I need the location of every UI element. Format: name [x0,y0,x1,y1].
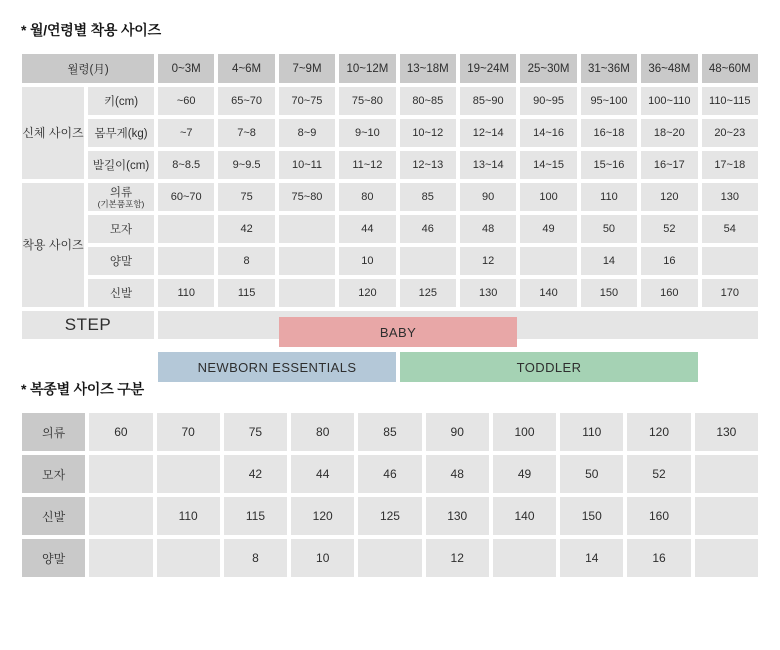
size-cell: 48 [460,215,516,243]
size-cell: 16 [627,539,690,577]
size-cell: 10~11 [279,151,335,179]
size-cell: 110 [560,413,623,451]
size-cell: 12~14 [460,119,516,147]
size-cell: 9~9.5 [218,151,274,179]
table-row [22,455,758,493]
table-row [22,413,758,451]
size-cell [279,279,335,307]
size-cell: 100 [493,413,556,451]
size-cell: 75~80 [339,87,395,115]
category-size-title: * 복종별 사이즈 구분 [21,381,144,397]
size-cell: 8~8.5 [158,151,214,179]
step-row [22,311,758,339]
row-label: 의류 [109,187,133,200]
size-cell: 12 [460,247,516,275]
size-cell: 110~115 [702,87,758,115]
size-cell: 110 [158,279,214,307]
size-cell: 16 [641,247,697,275]
month-col-header: 25~30M [520,54,576,83]
month-header-label: 월령(月) [22,54,154,83]
row-label: 양말 [22,539,85,577]
size-cell [695,497,758,535]
size-cell: 10 [339,247,395,275]
row-label-cell [88,183,154,211]
size-cell: 17~18 [702,151,758,179]
size-cell: 42 [224,455,287,493]
body-size-group-label: 신체 사이즈 [22,87,84,179]
category-size-table [18,409,762,581]
size-cell: 50 [560,455,623,493]
month-col-header: 7~9M [279,54,335,83]
size-cell: 44 [291,455,354,493]
step-band-area [158,311,758,375]
size-cell [702,247,758,275]
size-cell: 15~16 [581,151,637,179]
size-cell: 110 [157,497,220,535]
size-cell: 85~90 [460,87,516,115]
size-cell: 7~8 [218,119,274,147]
size-cell: 12~13 [400,151,456,179]
size-cell: 18~20 [641,119,697,147]
size-cell: 75 [224,413,287,451]
size-cell [695,539,758,577]
size-cell: 130 [426,497,489,535]
step-label: STEP [22,311,154,339]
size-cell: 140 [520,279,576,307]
size-cell: 8~9 [279,119,335,147]
size-cell: 46 [400,215,456,243]
monthly-size-table [18,50,762,375]
size-cell: ~60 [158,87,214,115]
size-cell: 125 [358,497,421,535]
size-cell [520,247,576,275]
size-cell: 90 [460,183,516,211]
size-cell: 100~110 [641,87,697,115]
size-cell [279,247,335,275]
header-row [22,54,758,83]
size-cell: 49 [520,215,576,243]
row-label: 신발 [88,279,154,307]
size-cell: 90 [426,413,489,451]
size-cell: 14~16 [520,119,576,147]
month-col-header: 36~48M [641,54,697,83]
newborn-essentials-band: NEWBORN ESSENTIALS [158,352,396,382]
size-cell: 42 [218,215,274,243]
size-cell: 10 [291,539,354,577]
toddler-band: TODDLER [400,352,698,382]
size-cell: 75 [218,183,274,211]
table-row [22,497,758,535]
month-col-header: 31~36M [581,54,637,83]
size-cell [89,455,152,493]
size-cell: 70 [157,413,220,451]
size-cell: 8 [218,247,274,275]
size-cell [695,455,758,493]
size-cell [157,539,220,577]
size-cell: 54 [702,215,758,243]
size-cell: 60 [89,413,152,451]
size-cell: 170 [702,279,758,307]
row-label: 모자 [22,455,85,493]
size-cell [400,247,456,275]
size-cell: 48 [426,455,489,493]
size-cell: 60~70 [158,183,214,211]
size-cell: 120 [641,183,697,211]
size-cell: 52 [627,455,690,493]
size-cell: 10~12 [400,119,456,147]
size-cell: 49 [493,455,556,493]
size-cell: 65~70 [218,87,274,115]
size-cell: 16~17 [641,151,697,179]
wear-size-group-label: 착용 사이즈 [22,183,84,307]
row-label: 의류 [22,413,85,451]
size-cell: 46 [358,455,421,493]
size-cell: 160 [641,279,697,307]
size-cell: 50 [581,215,637,243]
size-cell: ~7 [158,119,214,147]
size-cell: 80~85 [400,87,456,115]
table-row [22,539,758,577]
table-row [22,183,758,211]
baby-band: BABY [279,317,517,347]
table-row [22,215,758,243]
size-cell: 8 [224,539,287,577]
size-cell: 115 [218,279,274,307]
row-label: 몸무게(kg) [88,119,154,147]
table-row [22,279,758,307]
row-label: 신발 [22,497,85,535]
size-cell [157,455,220,493]
size-cell: 80 [339,183,395,211]
size-cell: 115 [224,497,287,535]
size-cell [158,215,214,243]
table-row [22,151,758,179]
size-cell: 110 [581,183,637,211]
size-cell: 80 [291,413,354,451]
size-cell: 44 [339,215,395,243]
size-cell: 14 [560,539,623,577]
size-cell: 140 [493,497,556,535]
month-col-header: 13~18M [400,54,456,83]
row-label: 발길이(cm) [88,151,154,179]
size-cell: 150 [560,497,623,535]
size-cell: 9~10 [339,119,395,147]
size-cell: 160 [627,497,690,535]
size-cell: 14 [581,247,637,275]
month-col-header: 4~6M [218,54,274,83]
size-cell: 11~12 [339,151,395,179]
size-cell: 70~75 [279,87,335,115]
size-cell: 85 [400,183,456,211]
monthly-size-title: * 월/연령별 착용 사이즈 [21,22,161,38]
size-cell: 12 [426,539,489,577]
row-sublabel: (기본품포함) [97,199,145,210]
size-cell: 90~95 [520,87,576,115]
month-col-header: 10~12M [339,54,395,83]
size-cell [493,539,556,577]
size-cell: 120 [627,413,690,451]
row-label: 모자 [88,215,154,243]
size-cell: 52 [641,215,697,243]
size-cell [89,497,152,535]
size-cell: 13~14 [460,151,516,179]
month-col-header: 48~60M [702,54,758,83]
row-label: 양말 [88,247,154,275]
size-cell: 20~23 [702,119,758,147]
size-cell: 16~18 [581,119,637,147]
size-cell: 120 [291,497,354,535]
size-cell: 130 [460,279,516,307]
size-cell [279,215,335,243]
size-cell: 130 [702,183,758,211]
size-cell: 150 [581,279,637,307]
size-cell: 95~100 [581,87,637,115]
size-cell [89,539,152,577]
size-cell [358,539,421,577]
month-col-header: 0~3M [158,54,214,83]
table-row [22,247,758,275]
size-cell: 85 [358,413,421,451]
row-label: 키(cm) [88,87,154,115]
size-cell: 120 [339,279,395,307]
month-col-header: 19~24M [460,54,516,83]
size-cell: 130 [695,413,758,451]
size-cell: 14~15 [520,151,576,179]
table-row [22,87,758,115]
size-cell: 100 [520,183,576,211]
size-cell [158,247,214,275]
table-row [22,119,758,147]
size-cell: 75~80 [279,183,335,211]
size-cell: 125 [400,279,456,307]
